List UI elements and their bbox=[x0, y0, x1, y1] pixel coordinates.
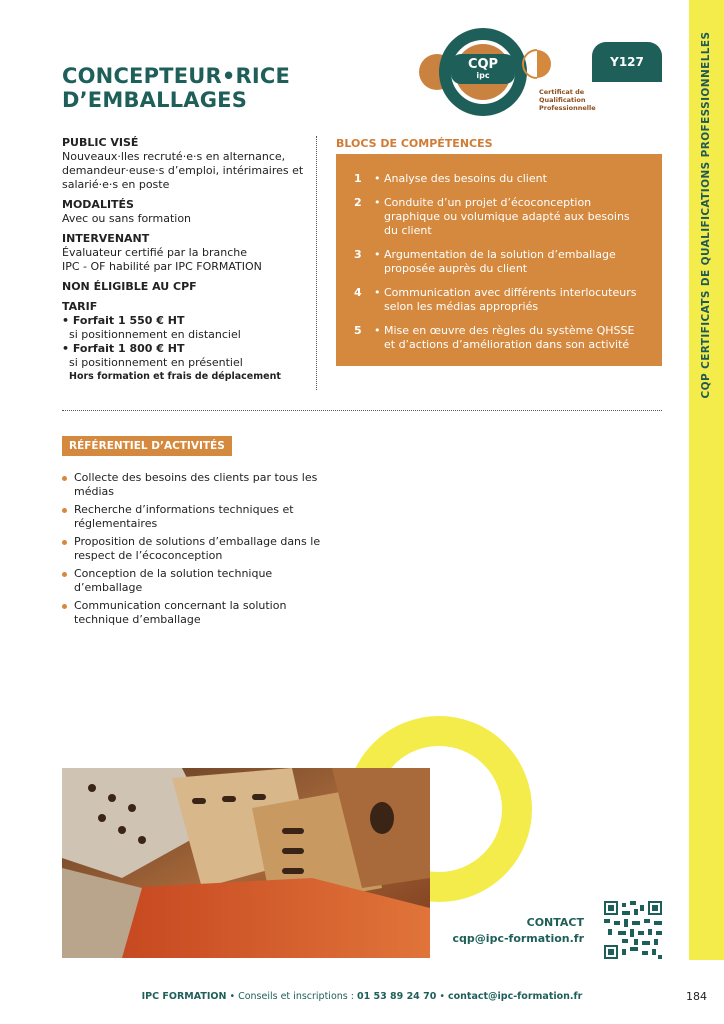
public-text: Nouveaux·lles recruté·e·s en alternance, demandeur·euse·s d’emploi, intérimaires et salarié·e·s en poste bbox=[62, 150, 304, 191]
referentiel-item: Communication concernant la solution technique d’emballage bbox=[62, 599, 332, 627]
bloc-num: 1 bbox=[354, 172, 362, 185]
logo-caption bbox=[539, 88, 596, 112]
bloc-num: 2 bbox=[354, 196, 362, 209]
side-text: CERTIFICATS DE QUALIFICATIONS PROFESSIONNELLES bbox=[700, 31, 712, 369]
packaging-photo-illustration bbox=[62, 768, 430, 958]
blocs-box bbox=[336, 154, 662, 366]
blocs-list bbox=[336, 154, 662, 352]
blocs-title: BLOCS DE COMPÉTENCES bbox=[336, 137, 493, 150]
tarif-1-note: si positionnement en distanciel bbox=[69, 328, 241, 341]
bloc-text: Mise en œuvre des règles du système QHSSE et d’actions d’amélioration dans son activité bbox=[384, 324, 635, 351]
packaging-photo bbox=[62, 768, 430, 958]
footer bbox=[0, 991, 724, 1002]
footer-phone[interactable]: 01 53 89 24 70 bbox=[356, 991, 437, 1002]
page-number: 184 bbox=[686, 990, 707, 1003]
bloc-text: Conduite d’un projet d’écoconception graphique ou volumique adapté aux besoins du client bbox=[384, 196, 630, 237]
page-title bbox=[62, 64, 362, 112]
tarif-2-note: si positionnement en présentiel bbox=[69, 356, 243, 369]
referentiel-item: Conception de la solution technique d’emballage bbox=[62, 567, 332, 595]
referentiel-item: Proposition de solutions d’emballage dans le respect de l’écoconception bbox=[62, 535, 332, 563]
bloc-text: Communication avec différents interlocuteurs selon les médias appropriés bbox=[384, 286, 637, 313]
title-line-1: CONCEPTEUR•RICE bbox=[62, 64, 291, 88]
bloc-item: 1 • Analyse des besoins du client bbox=[354, 172, 547, 185]
vertical-divider bbox=[316, 136, 317, 390]
bloc-num: 4 bbox=[354, 286, 362, 299]
referentiel-item: Collecte des besoins des clients par tous les médias bbox=[62, 471, 332, 499]
public-label: PUBLIC VISÉ bbox=[62, 136, 139, 149]
logo-caption-l2: Qualification bbox=[539, 96, 586, 104]
title-line-2: D’EMBALLAGES bbox=[62, 88, 248, 112]
contact-label: CONTACT bbox=[526, 916, 584, 929]
logo-badge-text: CQP bbox=[467, 57, 499, 72]
bloc-item: 4 • Communication avec différents interlocuteurs selon les médias appropriés bbox=[354, 286, 642, 314]
bloc-text: Argumentation de la solution d’emballage proposée auprès du client bbox=[384, 248, 616, 275]
logo-caption-l3: Professionnelle bbox=[539, 104, 596, 112]
footer-email[interactable]: contact@ipc-formation.fr bbox=[447, 991, 583, 1002]
side-brand: CQP bbox=[700, 372, 712, 399]
referentiel-item: Recherche d’informations techniques et réglementaires bbox=[62, 503, 332, 531]
logo-badge-sub: ipc bbox=[476, 71, 490, 80]
contact-email[interactable]: cqp@ipc-formation.fr bbox=[452, 932, 584, 945]
footer-separator: • bbox=[436, 991, 448, 1002]
modalites-text: Avec ou sans formation bbox=[62, 212, 192, 225]
intervenant-line-1: Évaluateur certifié par la branche bbox=[62, 246, 247, 259]
footer-brand: IPC FORMATION bbox=[141, 991, 227, 1002]
logo-badge bbox=[451, 54, 515, 84]
modalites-label: MODALITÉS bbox=[62, 198, 134, 211]
info-column bbox=[62, 136, 312, 384]
tarif-footnote: Hors formation et frais de déplacement bbox=[69, 371, 281, 382]
referentiel-title: RÉFÉRENTIEL D’ACTIVITÉS bbox=[62, 436, 232, 456]
bloc-item: 5 • Mise en œuvre des règles du système QHSSE et d’actions d’amélioration dans son activité bbox=[354, 324, 642, 352]
tarif-2-price: • Forfait 1 800 € HT bbox=[62, 342, 185, 355]
cpf-label: NON ÉLIGIBLE AU CPF bbox=[62, 280, 197, 293]
logo-caption-l1: Certificat de bbox=[539, 88, 585, 96]
horizontal-divider bbox=[62, 410, 662, 411]
bloc-num: 5 bbox=[354, 324, 362, 337]
footer-text: Conseils et inscriptions : bbox=[238, 991, 357, 1002]
code-tab: Y127 bbox=[592, 42, 662, 82]
tarif-label: TARIF bbox=[62, 300, 98, 313]
qr-code-icon[interactable] bbox=[604, 901, 662, 959]
intervenant-label: INTERVENANT bbox=[62, 232, 150, 245]
bloc-item: 2 • Conduite d’un projet d’écoconception graphique ou volumique adapté aux besoins du client bbox=[354, 196, 642, 238]
bloc-num: 3 bbox=[354, 248, 362, 261]
cqp-logo bbox=[415, 28, 595, 118]
side-vertical-title bbox=[700, 32, 712, 399]
bloc-item: 3 • Argumentation de la solution d’emballage proposée auprès du client bbox=[354, 248, 642, 276]
tarif-1-price: • Forfait 1 550 € HT bbox=[62, 314, 185, 327]
intervenant-line-2: IPC - OF habilité par IPC FORMATION bbox=[62, 260, 262, 273]
footer-separator: • bbox=[226, 991, 239, 1002]
referentiel-list bbox=[62, 471, 332, 631]
bloc-text: Analyse des besoins du client bbox=[384, 172, 547, 185]
